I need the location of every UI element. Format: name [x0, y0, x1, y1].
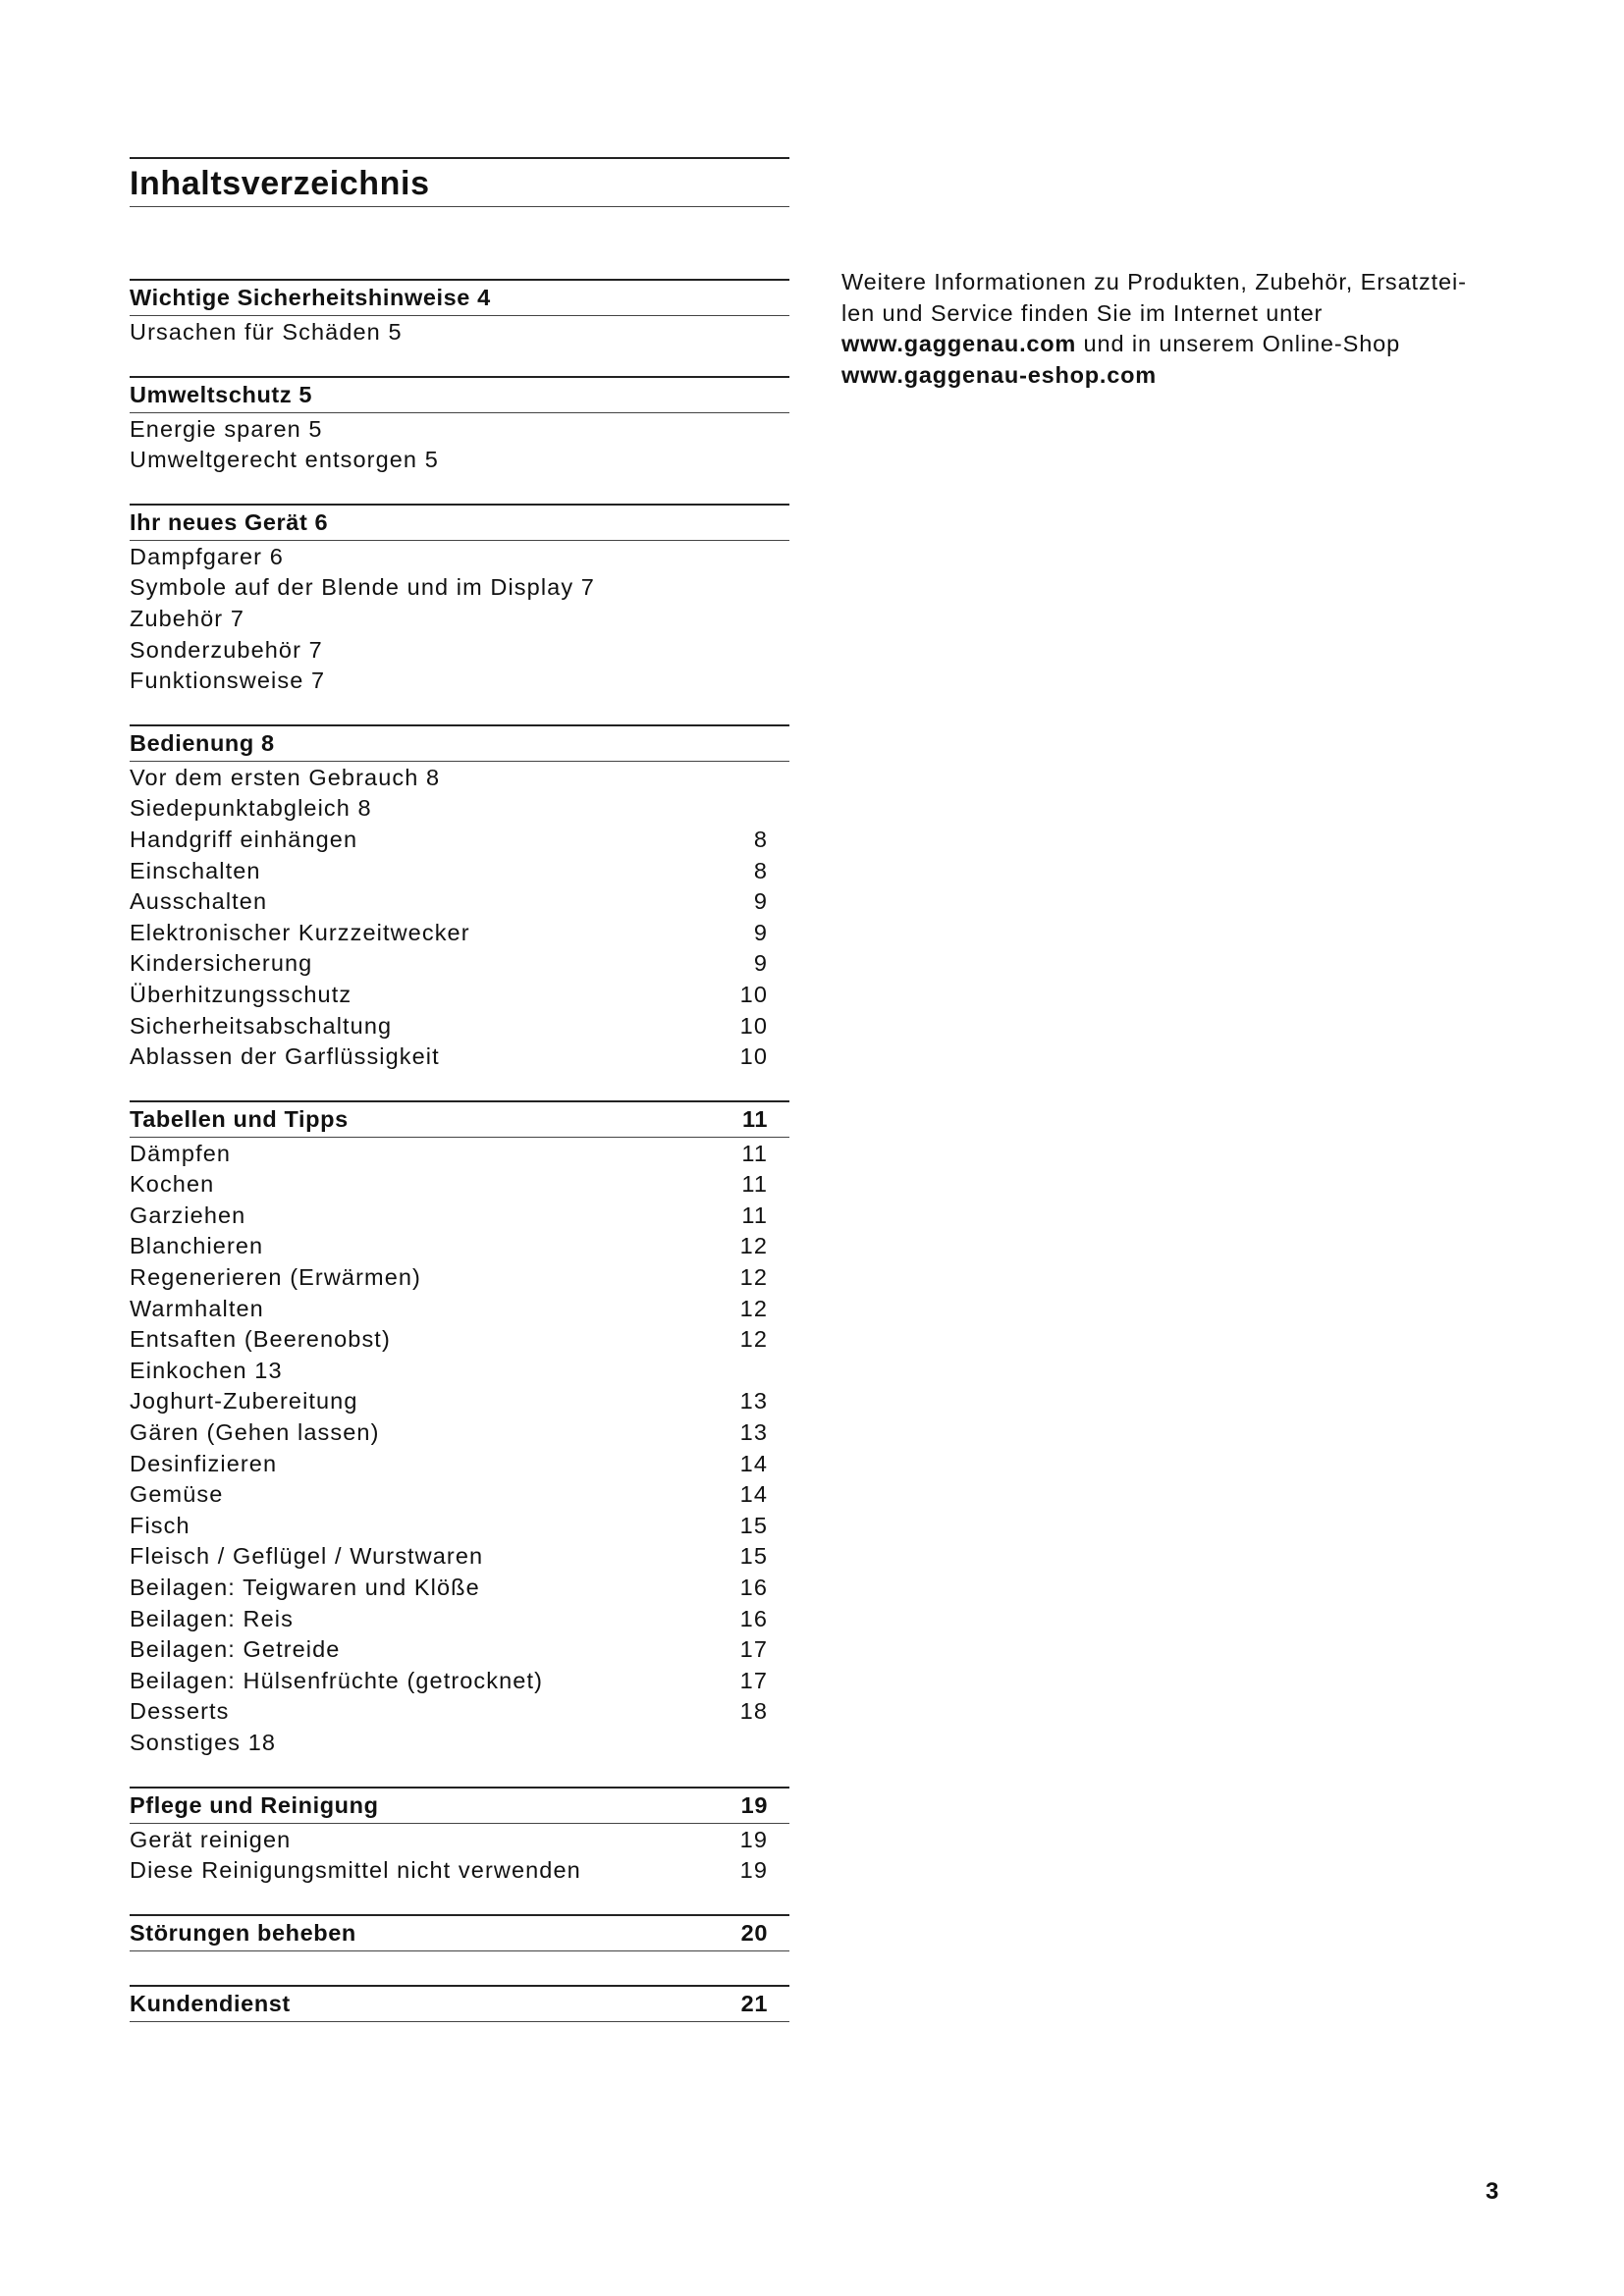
toc-entry-label: Ursachen für Schäden 5: [130, 319, 403, 345]
table-of-contents: [130, 157, 789, 2056]
toc-section: [130, 724, 789, 1073]
toc-entry[interactable]: [130, 1604, 789, 1635]
toc-section: [130, 504, 789, 697]
toc-entry-label: Gerät reinigen: [130, 1826, 292, 1852]
info-text: und in unserem Online-Shop: [1076, 331, 1401, 356]
toc-entry[interactable]: [130, 542, 789, 573]
toc-entry[interactable]: [130, 1511, 789, 1542]
toc-entry-label: Funktionsweise 7: [130, 667, 326, 694]
info-note: [841, 267, 1529, 391]
toc-entry-page: 8: [753, 826, 768, 852]
toc-entry-page: 12: [739, 1326, 768, 1353]
toc-entry-label: Elektronischer Kurzzeitwecker: [130, 919, 470, 945]
toc-section-title: Pflege und Reinigung: [130, 1791, 379, 1818]
toc-entry[interactable]: [130, 825, 789, 856]
toc-entry-label: Desserts: [130, 1698, 230, 1725]
toc-entry[interactable]: [130, 1324, 789, 1356]
toc-entry[interactable]: [130, 886, 789, 918]
toc-entry-label: Ausschalten: [130, 888, 268, 915]
toc-entry-label: Energie sparen 5: [130, 415, 323, 442]
toc-entry[interactable]: [130, 1294, 789, 1325]
toc-entry-label: Regenerieren (Erwärmen): [130, 1264, 421, 1291]
toc-section-title: Tabellen und Tipps: [130, 1105, 349, 1132]
toc-entry[interactable]: [130, 1231, 789, 1262]
toc-entry-label: Umweltgerecht entsorgen 5: [130, 447, 439, 473]
toc-entry-page: 13: [739, 1419, 768, 1446]
toc-entry-list: [130, 413, 789, 476]
toc-entry[interactable]: [130, 793, 789, 825]
toc-entry[interactable]: [130, 1011, 789, 1042]
toc-section-heading[interactable]: [130, 724, 789, 762]
toc-section-heading[interactable]: [130, 504, 789, 541]
toc-entry-page: 9: [753, 950, 768, 977]
toc-section: [130, 1985, 789, 2022]
toc-section: [130, 1914, 789, 1951]
toc-entry-label: Beilagen: Teigwaren und Klöße: [130, 1575, 480, 1600]
toc-section-title: Störungen beheben: [130, 1919, 356, 1946]
toc-entry[interactable]: [130, 1855, 789, 1887]
toc-entry[interactable]: [130, 1386, 789, 1417]
toc-entry-page: 17: [739, 1636, 768, 1663]
toc-entry[interactable]: [130, 1666, 789, 1697]
toc-entry[interactable]: [130, 572, 789, 604]
toc-entry-label: Einschalten: [130, 857, 261, 883]
toc-entry[interactable]: [130, 1041, 789, 1073]
toc-entry-page: 10: [739, 1043, 768, 1070]
toc-entry-label: Sicherheitsabschaltung: [130, 1012, 393, 1039]
toc-entry[interactable]: [130, 1696, 789, 1728]
toc-entry[interactable]: [130, 1169, 789, 1201]
toc-entry-page: 15: [739, 1512, 768, 1538]
toc-entry-label: Beilagen: Hülsenfrüchte (getrocknet): [130, 1667, 544, 1693]
toc-entry-page: 14: [739, 1450, 768, 1476]
toc-section: [130, 376, 789, 476]
toc-entry[interactable]: [130, 1634, 789, 1666]
toc-entry[interactable]: [130, 1417, 789, 1449]
toc-entry-page: 12: [739, 1264, 768, 1291]
website-link[interactable]: www.gaggenau.com: [841, 331, 1077, 356]
toc-entry-page: 9: [753, 919, 768, 945]
toc-section-title: Umweltschutz 5: [130, 381, 312, 407]
toc-entry[interactable]: [130, 763, 789, 794]
info-line: Weitere Informationen zu Produkten, Zubehör, Ersatztei-: [841, 269, 1467, 294]
eshop-link[interactable]: www.gaggenau-eshop.com: [841, 361, 1157, 388]
toc-entry-page: 10: [739, 981, 768, 1007]
toc-entry[interactable]: [130, 918, 789, 949]
toc-section-page: 11: [741, 1105, 768, 1132]
toc-entry-page: 11: [741, 1171, 768, 1198]
toc-entry[interactable]: [130, 317, 789, 348]
toc-entry[interactable]: [130, 1356, 789, 1387]
toc-entry-label: Überhitzungsschutz: [130, 981, 352, 1007]
toc-entry-label: Dampfgarer 6: [130, 543, 284, 569]
toc-entry-page: 11: [741, 1201, 768, 1228]
toc-entry[interactable]: [130, 1825, 789, 1856]
toc-entry-label: Einkochen 13: [130, 1357, 283, 1383]
toc-entry-page: 12: [739, 1233, 768, 1259]
toc-section-title: Wichtige Sicherheitshinweise 4: [130, 285, 491, 310]
toc-entry[interactable]: [130, 1201, 789, 1232]
toc-entry-label: Beilagen: Reis: [130, 1605, 294, 1631]
toc-entry-page: 8: [753, 857, 768, 883]
toc-section: [130, 1787, 789, 1887]
toc-section-heading[interactable]: [130, 1985, 789, 2022]
toc-entry-page: 14: [739, 1481, 768, 1508]
toc-entry-label: Vor dem ersten Gebrauch 8: [130, 764, 441, 790]
toc-sections: [130, 279, 789, 2022]
toc-entry-label: Kochen: [130, 1171, 215, 1198]
info-line: len und Service finden Sie im Internet unter: [841, 299, 1324, 326]
toc-entry-page: 10: [739, 1012, 768, 1039]
toc-section-heading[interactable]: [130, 1787, 789, 1824]
toc-section-page: 19: [740, 1791, 768, 1818]
toc-entry-label: Handgriff einhängen: [130, 826, 358, 852]
toc-entry-page: 9: [753, 888, 768, 915]
toc-entry-label: Zubehör 7: [130, 605, 245, 631]
toc-entry-label: Joghurt-Zubereitung: [130, 1388, 358, 1415]
toc-entry[interactable]: [130, 856, 789, 887]
toc-entry[interactable]: [130, 666, 789, 697]
toc-entry-page: 16: [739, 1605, 768, 1631]
toc-section: [130, 279, 789, 348]
toc-title-block: [130, 157, 789, 207]
toc-entry-page: 12: [739, 1295, 768, 1321]
toc-section-title: Bedienung 8: [130, 729, 275, 756]
toc-section-heading[interactable]: [130, 1914, 789, 1951]
toc-entry-label: Ablassen der Garflüssigkeit: [130, 1043, 440, 1070]
toc-entry-list: [130, 316, 789, 348]
toc-entry-label: Garziehen: [130, 1201, 246, 1228]
toc-entry[interactable]: [130, 604, 789, 635]
toc-section-page: 21: [740, 1990, 768, 2016]
toc-entry-label: Gären (Gehen lassen): [130, 1419, 380, 1446]
toc-entry-page: 16: [739, 1575, 768, 1600]
info-line: [841, 360, 1529, 392]
toc-entry-label: Entsaften (Beerenobst): [130, 1326, 391, 1353]
toc-entry-label: Diese Reinigungsmittel nicht verwenden: [130, 1857, 581, 1884]
toc-entry-label: Symbole auf der Blende und im Display 7: [130, 574, 595, 601]
toc-entry-page: 11: [741, 1140, 768, 1166]
toc-entry-page: 15: [739, 1543, 768, 1570]
page-number: 3: [1486, 2178, 1499, 2205]
toc-section-heading[interactable]: [130, 376, 789, 413]
toc-entry[interactable]: [130, 980, 789, 1011]
toc-entry-label: Fisch: [130, 1512, 190, 1538]
toc-entry-page: 19: [739, 1857, 768, 1884]
toc-entry[interactable]: [130, 1573, 789, 1604]
toc-entry-label: Warmhalten: [130, 1295, 264, 1321]
toc-entry-label: Gemüse: [130, 1481, 224, 1508]
toc-entry-label: Blanchieren: [130, 1233, 264, 1259]
toc-entry[interactable]: [130, 1262, 789, 1294]
toc-entry[interactable]: [130, 1541, 789, 1573]
toc-entry-page: 13: [739, 1388, 768, 1415]
toc-entry-label: Sonstiges 18: [130, 1729, 277, 1755]
toc-section-heading[interactable]: [130, 279, 789, 316]
toc-section-page: 20: [740, 1919, 768, 1946]
toc-entry-label: Fleisch / Geflügel / Wurstwaren: [130, 1543, 484, 1570]
toc-entry[interactable]: [130, 1728, 789, 1759]
toc-entry-list: [130, 1138, 789, 1759]
toc-entry-label: Siedepunktabgleich 8: [130, 795, 372, 822]
toc-entry-label: Sonderzubehör 7: [130, 636, 323, 663]
toc-entry-label: Dämpfen: [130, 1140, 232, 1166]
toc-entry-page: 19: [739, 1826, 768, 1852]
info-line: [841, 329, 1529, 360]
toc-entry[interactable]: [130, 1139, 789, 1170]
toc-entry[interactable]: [130, 414, 789, 446]
toc-entry-page: 18: [739, 1698, 768, 1725]
toc-section: [130, 1100, 789, 1759]
toc-entry-list: [130, 762, 789, 1073]
toc-entry-list: [130, 1824, 789, 1887]
toc-entry[interactable]: [130, 948, 789, 980]
toc-entry-label: Desinfizieren: [130, 1450, 278, 1476]
toc-entry-list: [130, 541, 789, 697]
toc-entry-page: 17: [739, 1667, 768, 1693]
toc-section-title: Ihr neues Gerät 6: [130, 508, 329, 535]
toc-entry[interactable]: [130, 635, 789, 667]
toc-section-heading[interactable]: [130, 1100, 789, 1138]
toc-entry[interactable]: [130, 1479, 789, 1511]
toc-entry[interactable]: [130, 1449, 789, 1480]
toc-entry-label: Kindersicherung: [130, 950, 313, 977]
toc-section-title: Kundendienst: [130, 1990, 291, 2016]
toc-entry[interactable]: [130, 445, 789, 476]
page-title: Inhaltsverzeichnis: [130, 165, 430, 202]
toc-entry-label: Beilagen: Getreide: [130, 1636, 341, 1663]
